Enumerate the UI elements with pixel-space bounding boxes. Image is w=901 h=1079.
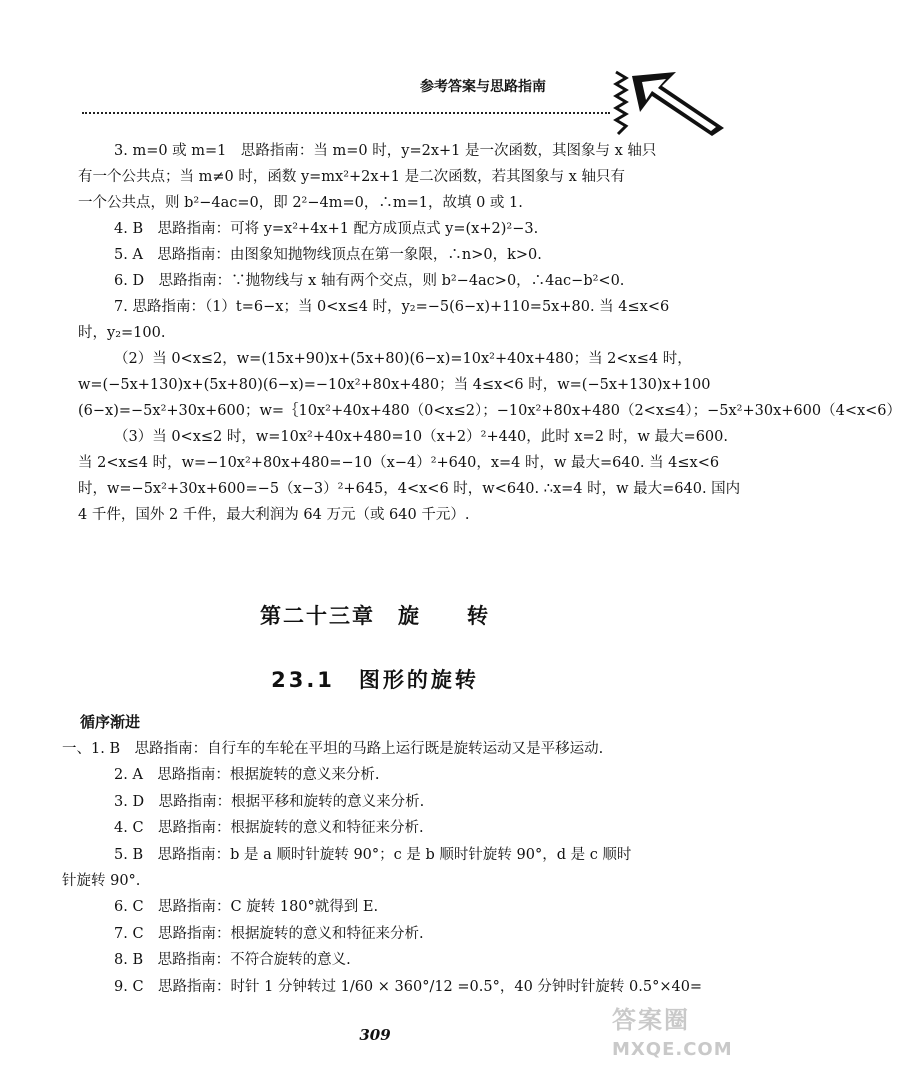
answer-block-rotation <box>62 736 703 1000</box>
text-line: 一个公共点，则 b²−4ac=0，即 2²−4m=0，∴m=1，故填 0 或 1. <box>78 195 523 211</box>
chapter-title: 第二十三章 旋 转 <box>260 604 490 628</box>
text-line: 时，w=−5x²+30x+600=−5（x−3）²+645，4<x<6 时，w<640. ∴x=4 时，w 最大=640. 国内 <box>78 481 741 497</box>
text-line: 4 千件，国外 2 千件，最大利润为 64 万元（或 640 千元）. <box>78 507 470 523</box>
text-line: 4. C 思路指南：根据旋转的意义和特征来分析. <box>114 820 424 837</box>
text-line: 有一个公共点；当 m≠0 时，函数 y=mx²+2x+1 是二次函数，若其图象与 x 轴只有 <box>78 169 625 185</box>
text-line: 当 2<x≤4 时，w=−10x²+80x+480=−10（x−4）²+640，x=4 时，w 最大=640. 当 4≤x<6 <box>78 455 720 471</box>
header-dotted-rule <box>82 112 610 114</box>
text-line: 2. A 思路指南：根据旋转的意义来分析. <box>114 767 380 784</box>
text-line: 3. m=0 或 m=1 思路指南：当 m=0 时，y=2x+1 是一次函数，其图象与 x 轴只 <box>114 143 657 159</box>
text-line: 3. D 思路指南：根据平移和旋转的意义来分析. <box>114 793 425 810</box>
text-line: （2）当 0<x≤2，w=(15x+90)x+(5x+80)(6−x)=10x²+40x+480；当 2<x≤4 时， <box>114 351 692 367</box>
text-line: 8. B 思路指南：不符合旋转的意义. <box>114 952 351 969</box>
arrow-logo-icon <box>612 70 732 140</box>
watermark-line2: MXQE.COM <box>612 1039 733 1060</box>
text-line: 9. C 思路指南：时针 1 分钟转过 1/60 × 360°/12 =0.5°，40 分钟时针旋转 0.5°×40= <box>114 978 703 995</box>
sub-heading: 循序渐进 <box>80 713 141 731</box>
text-line: 4. B 思路指南：可将 y=x²+4x+1 配方成顶点式 y=(x+2)²−3. <box>114 221 539 237</box>
text-line: 针旋转 90°. <box>62 872 141 889</box>
piecewise-function-line: (6−x)=−5x²+30x+600；w=｛10x²+40x+480（0<x≤2）；−10x²+80x+480（2<x≤4）；−5x²+30x+600（4<x<6） <box>78 403 901 419</box>
text-line: 时，y₂=100. <box>78 325 166 341</box>
text-line: 5. B 思路指南：b 是 a 顺时针旋转 90°；c 是 b 顺时针旋转 90°，d 是 c 顺时 <box>114 846 632 863</box>
text-line: 5. A 思路指南：由图象知抛物线顶点在第一象限，∴n>0，k>0. <box>114 247 542 263</box>
text-line: w=(−5x+130)x+(5x+80)(6−x)=−10x²+80x+480；当 4≤x<6 时，w=(−5x+130)x+100 <box>78 377 711 393</box>
text-line: 6. C 思路指南：C 旋转 180°就得到 E. <box>114 899 379 916</box>
page-number: 309 <box>359 1026 391 1044</box>
text-line: 7. C 思路指南：根据旋转的意义和特征来分析. <box>114 925 424 942</box>
text-line: 7. 思路指南：（1）t=6−x；当 0<x≤4 时，y₂=−5(6−x)+110=5x+80. 当 4≤x<6 <box>114 299 670 315</box>
section-title: 23.1 图形的旋转 <box>271 668 479 692</box>
text-line: （3）当 0<x≤2 时，w=10x²+40x+480=10（x+2）²+440，此时 x=2 时，w 最大=600. <box>114 429 728 445</box>
text-line: 6. D 思路指南：∵抛物线与 x 轴有两个交点，则 b²−4ac>0，∴4ac−b²<0. <box>114 273 625 289</box>
watermark <box>612 1000 742 1070</box>
running-header-title: 参考答案与思路指南 <box>420 79 546 95</box>
answer-block-quadratic <box>78 138 901 528</box>
text-line: 一、1. B 思路指南：自行车的车轮在平坦的马路上运行既是旋转运动又是平移运动. <box>62 741 604 757</box>
watermark-line1: 答案圈 <box>612 1006 690 1034</box>
